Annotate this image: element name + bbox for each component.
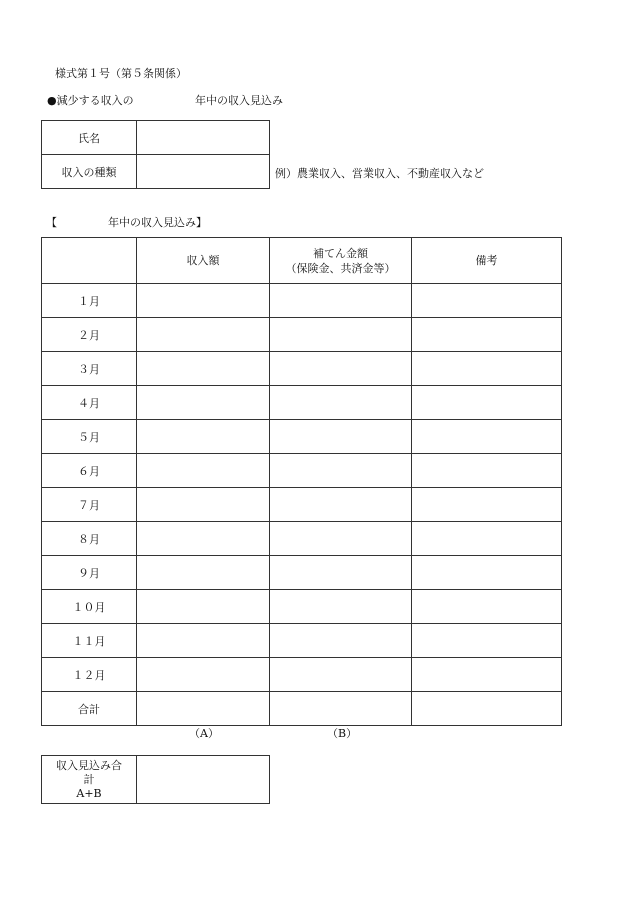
compensation-cell[interactable] <box>270 352 412 386</box>
month-label: １月 <box>42 284 137 318</box>
table-row <box>42 590 562 624</box>
header-income: 収入額 <box>137 238 270 284</box>
compensation-cell[interactable] <box>270 284 412 318</box>
remarks-cell[interactable] <box>412 522 562 556</box>
section-title: 年中の収入見込み】 <box>108 216 207 229</box>
table-row <box>42 420 562 454</box>
month-label: １０月 <box>42 590 137 624</box>
month-label: １１月 <box>42 624 137 658</box>
compensation-cell[interactable] <box>270 454 412 488</box>
compensation-cell[interactable] <box>270 590 412 624</box>
total-compensation-cell[interactable] <box>270 692 412 726</box>
name-field[interactable] <box>137 121 270 155</box>
sum-row <box>42 756 270 804</box>
section-bracket: 【 <box>46 216 57 229</box>
income-type-field[interactable] <box>137 155 270 189</box>
income-type-row <box>42 155 270 189</box>
month-label: ９月 <box>42 556 137 590</box>
table-row <box>42 488 562 522</box>
table-row <box>42 318 562 352</box>
month-label: ３月 <box>42 352 137 386</box>
table-row <box>42 624 562 658</box>
name-label: 氏名 <box>42 121 137 155</box>
table-header-row <box>42 238 562 284</box>
applicant-info-table <box>41 120 270 189</box>
month-label: ８月 <box>42 522 137 556</box>
title-suffix: 年中の収入見込み <box>195 94 283 107</box>
table-row <box>42 522 562 556</box>
sum-field[interactable] <box>137 756 270 804</box>
income-cell[interactable] <box>137 556 270 590</box>
remarks-cell[interactable] <box>412 318 562 352</box>
monthly-income-table <box>41 237 562 726</box>
compensation-cell[interactable] <box>270 488 412 522</box>
label-a: （A） <box>189 727 219 740</box>
remarks-cell[interactable] <box>412 556 562 590</box>
table-row <box>42 284 562 318</box>
compensation-cell[interactable] <box>270 420 412 454</box>
table-row <box>42 386 562 420</box>
label-b: （B） <box>327 727 358 740</box>
name-row <box>42 121 270 155</box>
income-cell[interactable] <box>137 284 270 318</box>
remarks-cell[interactable] <box>412 488 562 522</box>
title-prefix: ●減少する収入の <box>47 94 134 107</box>
month-label: １２月 <box>42 658 137 692</box>
remarks-cell[interactable] <box>412 454 562 488</box>
month-label: ５月 <box>42 420 137 454</box>
income-cell[interactable] <box>137 352 270 386</box>
compensation-cell[interactable] <box>270 624 412 658</box>
income-cell[interactable] <box>137 658 270 692</box>
form-number: 様式第１号（第５条関係） <box>55 67 187 80</box>
compensation-cell[interactable] <box>270 318 412 352</box>
example-note: 例）農業収入、営業収入、不動産収入など <box>275 167 484 180</box>
income-type-label: 収入の種類 <box>42 155 137 189</box>
income-cell[interactable] <box>137 420 270 454</box>
remarks-cell[interactable] <box>412 386 562 420</box>
income-total-table <box>41 755 270 804</box>
remarks-cell[interactable] <box>412 624 562 658</box>
compensation-cell[interactable] <box>270 386 412 420</box>
remarks-cell[interactable] <box>412 590 562 624</box>
compensation-cell[interactable] <box>270 556 412 590</box>
total-row <box>42 692 562 726</box>
table-row <box>42 556 562 590</box>
compensation-cell[interactable] <box>270 658 412 692</box>
table-row <box>42 454 562 488</box>
total-label: 合計 <box>42 692 137 726</box>
income-cell[interactable] <box>137 318 270 352</box>
remarks-cell[interactable] <box>412 352 562 386</box>
income-cell[interactable] <box>137 454 270 488</box>
compensation-cell[interactable] <box>270 522 412 556</box>
month-label: ６月 <box>42 454 137 488</box>
month-label: ２月 <box>42 318 137 352</box>
header-remarks: 備考 <box>412 238 562 284</box>
total-remarks-cell[interactable] <box>412 692 562 726</box>
remarks-cell[interactable] <box>412 284 562 318</box>
income-cell[interactable] <box>137 624 270 658</box>
remarks-cell[interactable] <box>412 658 562 692</box>
income-cell[interactable] <box>137 386 270 420</box>
header-month <box>42 238 137 284</box>
table-row <box>42 352 562 386</box>
table-row <box>42 658 562 692</box>
income-cell[interactable] <box>137 522 270 556</box>
sum-label: 収入見込み合 計 A+B <box>42 756 137 804</box>
income-cell[interactable] <box>137 590 270 624</box>
month-label: ７月 <box>42 488 137 522</box>
header-compensation: 補てん金額 （保険金、共済金等） <box>270 238 412 284</box>
total-income-cell[interactable] <box>137 692 270 726</box>
income-cell[interactable] <box>137 488 270 522</box>
remarks-cell[interactable] <box>412 420 562 454</box>
month-label: ４月 <box>42 386 137 420</box>
